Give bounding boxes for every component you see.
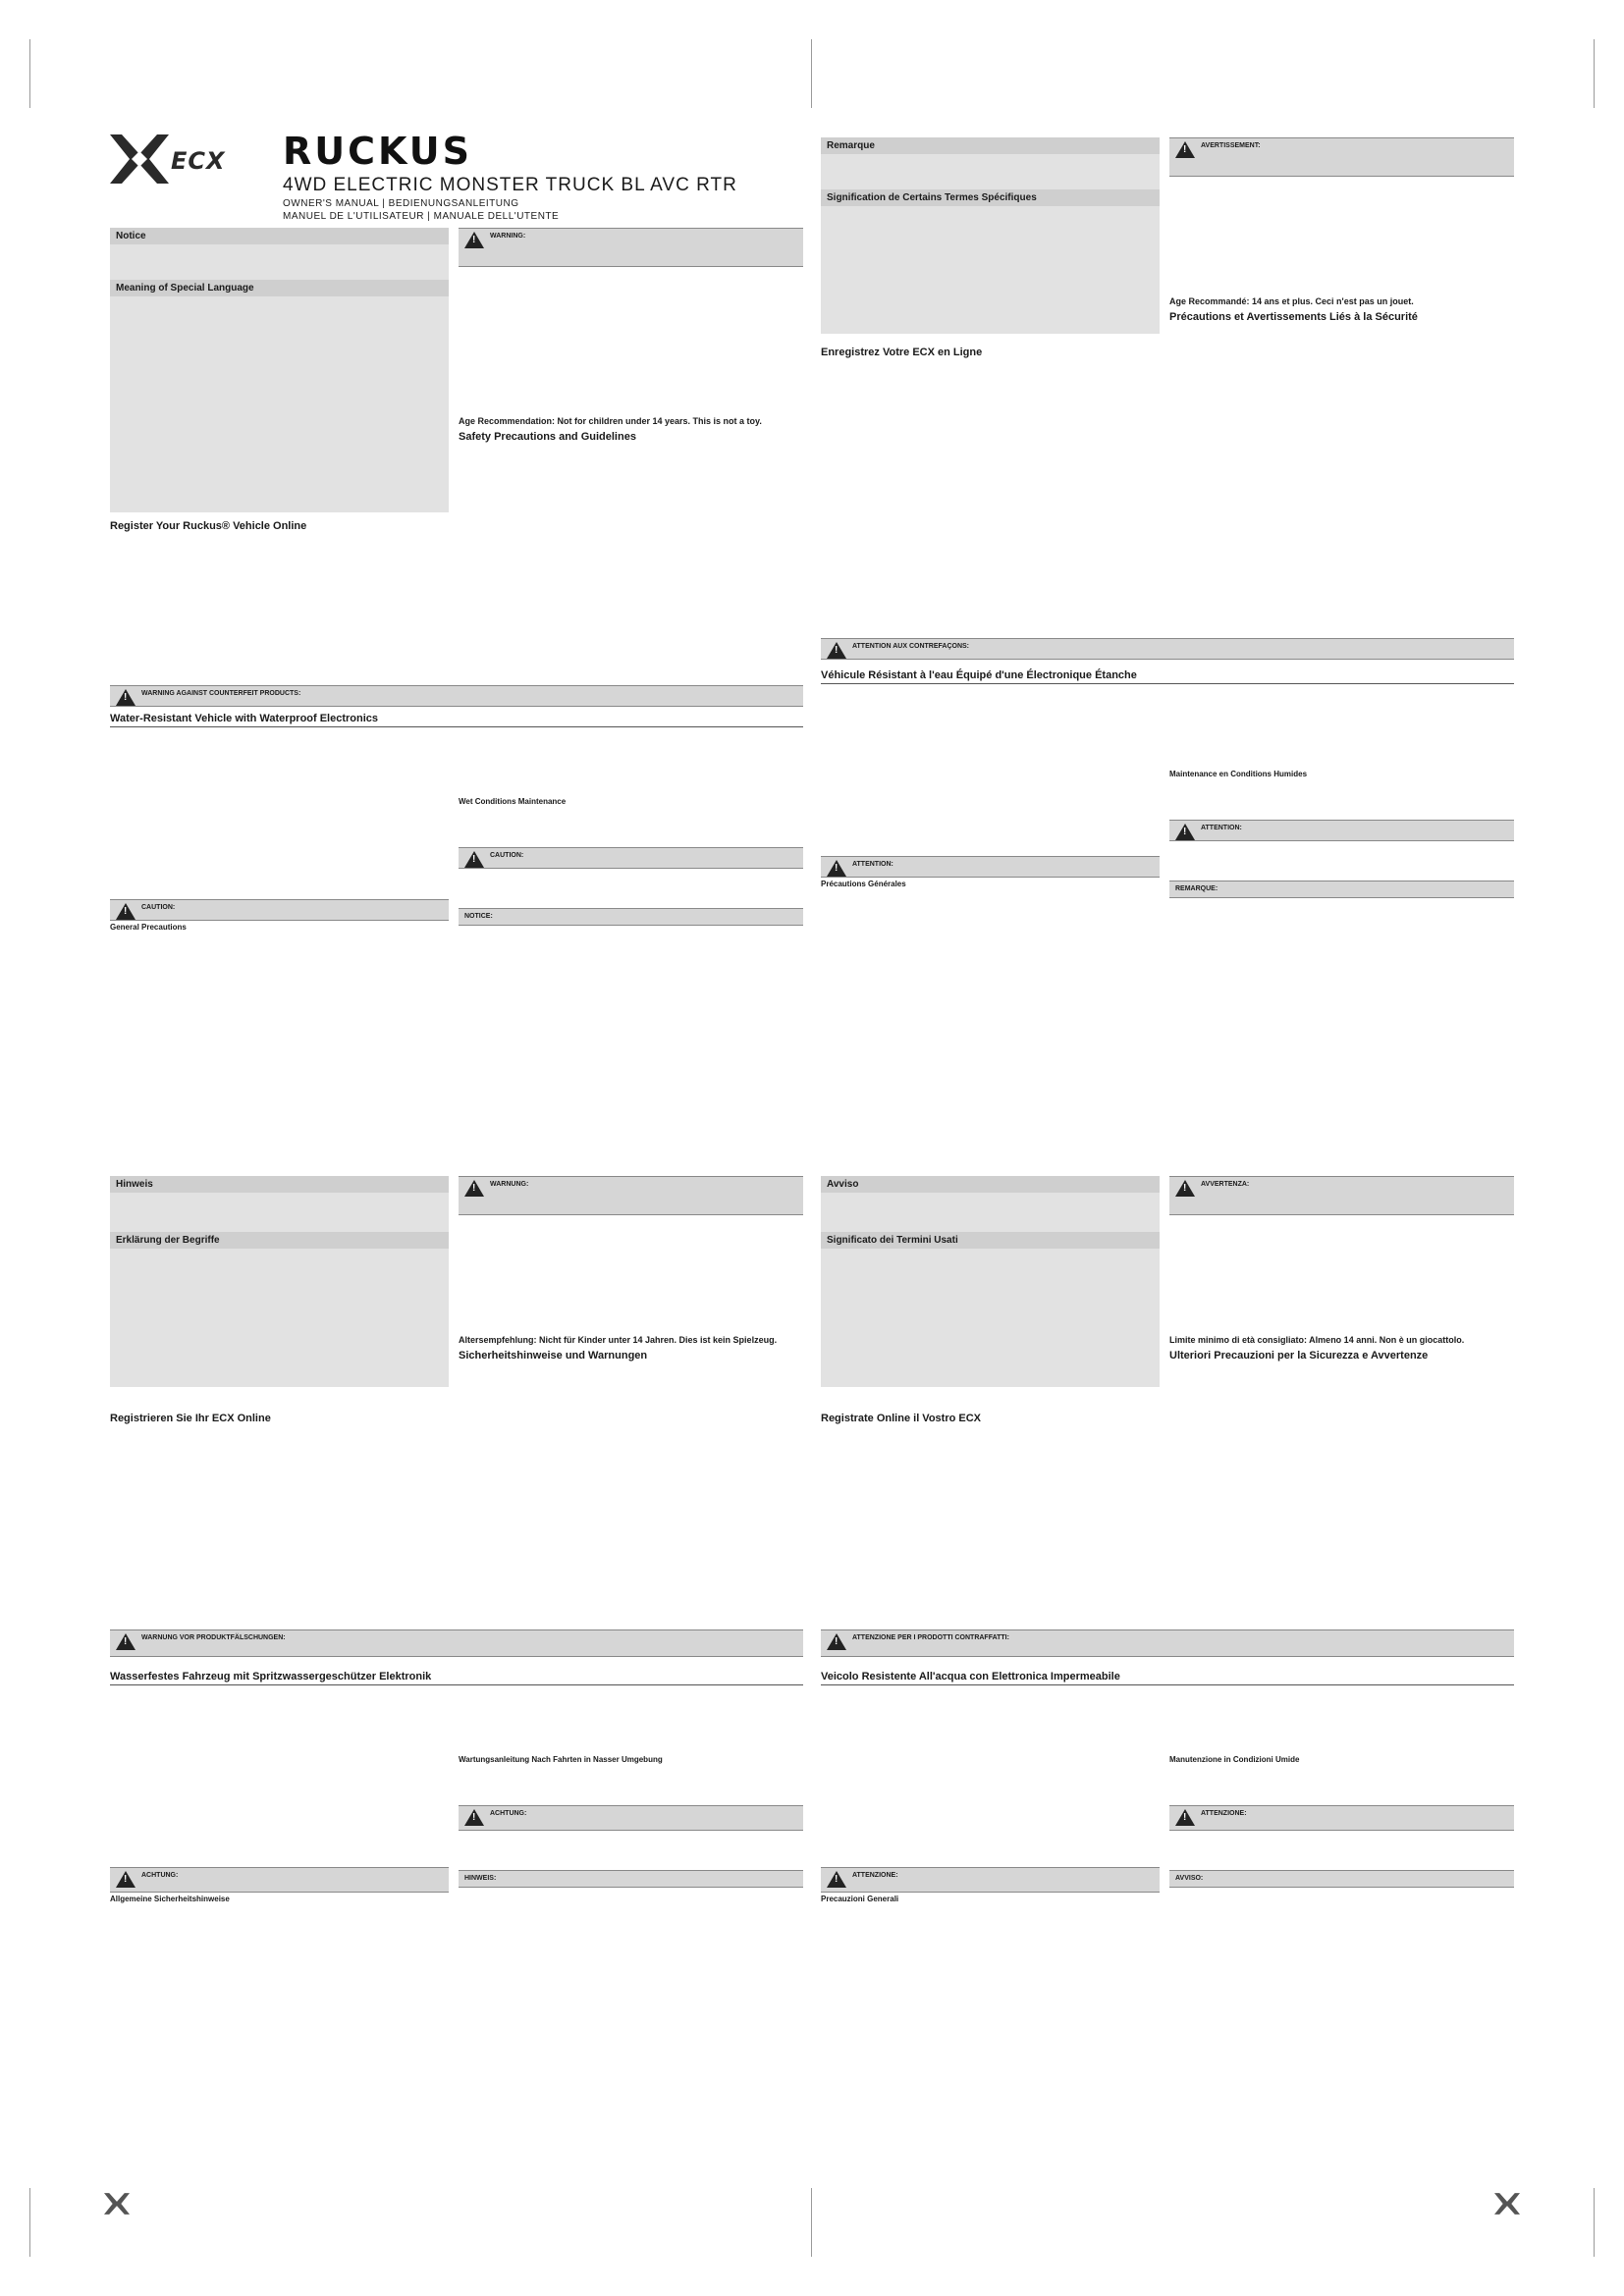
fr-register-title: Enregistrez Votre ECX en Ligne [821, 347, 983, 358]
de-register-title: Registrieren Sie Ihr ECX Online [110, 1413, 271, 1424]
en-notice-text [110, 244, 449, 280]
it-register-col [821, 1410, 1160, 1427]
en-meaning-text [110, 296, 449, 424]
english-section [110, 228, 803, 679]
fr-water-title: Véhicule Résistant à l'eau Équipé d'une Électronique Étanche [821, 667, 1514, 684]
warning-triangle-icon [1175, 141, 1195, 158]
it-general-title: Precauzioni Generali [821, 1895, 899, 1903]
de-achtung-box [110, 1867, 449, 1893]
it-attenzione-box [821, 1867, 1160, 1893]
ecx-logo-icon [104, 2191, 130, 2216]
manual-line-1: OWNER'S MANUAL | BEDIENUNGSANLEITUNG [283, 198, 519, 209]
en-wet-text [459, 808, 803, 847]
it-significato-text [821, 1249, 1160, 1366]
warning-triangle-icon [827, 1633, 846, 1650]
fr-counterfeit-label: ATTENTION AUX CONTREFAÇONS: [852, 643, 969, 650]
en-register-col [110, 517, 449, 596]
en-water-right [459, 732, 803, 926]
de-warning-label: WARNUNG: [490, 1181, 529, 1188]
de-water-right [459, 1690, 803, 1888]
en-warning-col [459, 228, 803, 512]
fr-warning-label: AVERTISSEMENT: [1201, 142, 1261, 149]
ecx-logo-icon [1494, 2191, 1520, 2216]
de-water-text [110, 1690, 449, 1867]
fr-wet-text [1169, 780, 1514, 820]
de-warning-col [459, 1176, 803, 1364]
fr-water-right [1169, 689, 1514, 898]
en-wet-text-2 [459, 869, 803, 908]
en-water-right-text [459, 732, 803, 795]
crop-mark [1594, 2188, 1595, 2257]
fr-warning-col [1169, 137, 1514, 326]
en-notice-label: NOTICE: [464, 913, 493, 920]
fr-water-section [821, 667, 1514, 1158]
de-achtung-label-2: ACHTUNG: [490, 1810, 527, 1817]
it-avviso-title: Avviso [821, 1176, 1160, 1193]
fr-remarque-col [821, 137, 1160, 334]
it-attenzione-label-2: ATTENZIONE: [1201, 1810, 1247, 1817]
fr-precautions-title: Précautions et Avertissements Liés à la Sécurité [1169, 311, 1418, 323]
french-section [821, 137, 1514, 658]
fr-remarque-box [1169, 881, 1514, 898]
de-hinweis-title: Hinweis [110, 1176, 449, 1193]
de-water-left [110, 1690, 449, 1905]
en-water-left [110, 732, 449, 934]
de-erklarung-text [110, 1249, 449, 1366]
product-subtitle: 4WD ELECTRIC MONSTER TRUCK BL AVC RTR [283, 175, 737, 195]
it-warning-text [1169, 1215, 1514, 1333]
it-wet-text [1169, 1766, 1514, 1805]
de-age-recommendation: Altersempfehlung: Nicht für Kinder unter 14 Jahren. Dies ist kein Spielzeug. [459, 1335, 778, 1345]
it-safety-title: Ulteriori Precauzioni per la Sicurezza e Avvertenze [1169, 1350, 1429, 1362]
it-warning-label: AVVERTENZA: [1201, 1181, 1250, 1188]
fr-warning-box [1169, 137, 1514, 177]
warning-triangle-icon [827, 860, 846, 877]
it-significato-title: Significato dei Termini Usati [821, 1232, 1160, 1249]
en-warning-box [459, 228, 803, 267]
de-water-title: Wasserfestes Fahrzeug mit Spritzwassergeschützer Elektronik [110, 1669, 803, 1685]
it-water-section [821, 1669, 1514, 2160]
it-warning-box [1169, 1176, 1514, 1215]
de-wet-text [459, 1766, 803, 1805]
de-hinweis-col [110, 1176, 449, 1387]
en-wet-title: Wet Conditions Maintenance [459, 797, 567, 806]
de-water-right-text [459, 1690, 803, 1753]
italian-section [821, 1176, 1514, 1628]
fr-water-left [821, 689, 1160, 890]
de-achtung-label: ACHTUNG: [141, 1872, 179, 1879]
fr-counterfeit-bar [821, 638, 1514, 660]
it-water-left [821, 1690, 1160, 1905]
de-achtung-box-2 [459, 1805, 803, 1831]
en-caution-box-2 [459, 847, 803, 869]
it-counterfeit-label: ATTENZIONE PER I PRODOTTI CONTRAFFATTI: [852, 1634, 1009, 1641]
fr-remarque-label: REMARQUE: [1175, 885, 1218, 892]
de-hinweis-label: HINWEIS: [464, 1875, 497, 1882]
crop-mark [29, 39, 30, 108]
it-avviso-col [821, 1176, 1160, 1387]
warning-triangle-icon [1175, 824, 1195, 840]
fr-age-recommendation: Age Recommandé: 14 ans et plus. Ceci n'est pas un jouet. [1169, 296, 1414, 306]
en-safety-title: Safety Precautions and Guidelines [459, 431, 636, 443]
de-wet-text-2 [459, 1831, 803, 1870]
it-counterfeit-bar [821, 1629, 1514, 1657]
en-notice-col [110, 228, 449, 512]
en-water-text [110, 732, 449, 899]
en-caution-label-2: CAUTION: [490, 852, 524, 859]
en-counterfeit-label: WARNING AGAINST COUNTERFEIT PRODUCTS: [141, 690, 301, 697]
it-attenzione-label: ATTENZIONE: [852, 1872, 898, 1879]
it-water-right [1169, 1690, 1514, 1888]
de-hinweis-box [459, 1870, 803, 1888]
de-safety-title: Sicherheitshinweise und Warnungen [459, 1350, 648, 1362]
it-register-title: Registrate Online il Vostro ECX [821, 1413, 981, 1424]
warning-triangle-icon [1175, 1180, 1195, 1197]
de-water-section [110, 1669, 803, 2160]
brand-header [110, 118, 803, 226]
fr-water-text [821, 689, 1160, 856]
warning-triangle-icon [464, 1180, 484, 1197]
de-counterfeit-label: WARNUNG VOR PRODUKTFÄLSCHUNGEN: [141, 1634, 286, 1641]
fr-attention-box-2 [1169, 820, 1514, 841]
german-section [110, 1176, 803, 1588]
warning-triangle-icon [464, 851, 484, 868]
crop-mark [1594, 39, 1595, 108]
ecx-wordmark: ECX [171, 147, 226, 175]
fr-attention-label: ATTENTION: [852, 861, 893, 868]
it-attenzione-box-2 [1169, 1805, 1514, 1831]
it-wet-title: Manutenzione in Condizioni Umide [1169, 1755, 1300, 1764]
fr-attention-box [821, 856, 1160, 878]
en-caution-label: CAUTION: [141, 904, 176, 911]
crop-mark [29, 2188, 30, 2257]
crop-mark [811, 2188, 812, 2257]
warning-triangle-icon [827, 1871, 846, 1888]
warning-triangle-icon [1175, 1809, 1195, 1826]
fr-water-right-text [1169, 689, 1514, 768]
warning-triangle-icon [464, 1809, 484, 1826]
it-warning-col [1169, 1176, 1514, 1364]
de-counterfeit-bar [110, 1629, 803, 1657]
fr-general-title: Précautions Générales [821, 880, 906, 888]
en-notice-box [459, 908, 803, 926]
de-warning-box [459, 1176, 803, 1215]
en-notice-title: Notice [110, 228, 449, 244]
warning-triangle-icon [116, 903, 135, 920]
warning-triangle-icon [116, 1633, 135, 1650]
fr-remarque-title: Remarque [821, 137, 1160, 154]
it-avviso-label: AVVISO: [1175, 1875, 1204, 1882]
fr-register-col [821, 344, 1160, 361]
it-avviso-box [1169, 1870, 1514, 1888]
crop-mark [811, 39, 812, 108]
de-erklarung-title: Erklärung der Begriffe [110, 1232, 449, 1249]
de-register-col [110, 1410, 449, 1427]
en-water-section [110, 711, 803, 1162]
fr-attention-label-2: ATTENTION: [1201, 825, 1242, 831]
fr-remarque-text [821, 154, 1160, 189]
en-warning-label: WARNING: [490, 233, 526, 240]
manual-line-2: MANUEL DE L'UTILISATEUR | MANUALE DELL'UTENTE [283, 211, 560, 222]
it-water-right-text [1169, 1690, 1514, 1753]
it-water-title: Veicolo Resistente All'acqua con Elettronica Impermeabile [821, 1669, 1514, 1685]
en-warning-text [459, 267, 803, 414]
en-meaning-title: Meaning of Special Language [110, 280, 449, 296]
fr-wet-text-2 [1169, 841, 1514, 881]
de-warning-text [459, 1215, 803, 1333]
ecx-logo-icon [110, 130, 169, 188]
fr-wet-title: Maintenance en Conditions Humides [1169, 770, 1308, 778]
warning-triangle-icon [116, 689, 135, 706]
it-avviso-text [821, 1193, 1160, 1232]
fr-signification-title: Signification de Certains Termes Spécifiques [821, 189, 1160, 206]
en-register-title: Register Your Ruckus® Vehicle Online [110, 520, 307, 532]
en-general-title: General Precautions [110, 923, 187, 932]
it-age-recommendation: Limite minimo di età consigliato: Almeno 14 anni. Non è un giocattolo. [1169, 1335, 1465, 1345]
en-caution-box [110, 899, 449, 921]
it-wet-text-2 [1169, 1831, 1514, 1870]
ruckus-wordmark: RUCKUS [283, 130, 473, 173]
fr-signification-text [821, 206, 1160, 324]
de-wet-title: Wartungsanleitung Nach Fahrten in Nasser Umgebung [459, 1755, 663, 1764]
de-general-title: Allgemeine Sicherheitshinweise [110, 1895, 230, 1903]
en-counterfeit-bar [110, 685, 803, 707]
en-age-recommendation: Age Recommendation: Not for children under 14 years. This is not a toy. [459, 416, 762, 426]
warning-triangle-icon [464, 232, 484, 248]
warning-triangle-icon [116, 1871, 135, 1888]
it-water-text [821, 1690, 1160, 1867]
en-water-title: Water-Resistant Vehicle with Waterproof Electronics [110, 711, 803, 727]
fr-warning-text [1169, 177, 1514, 294]
warning-triangle-icon [827, 642, 846, 659]
de-hinweis-text [110, 1193, 449, 1232]
